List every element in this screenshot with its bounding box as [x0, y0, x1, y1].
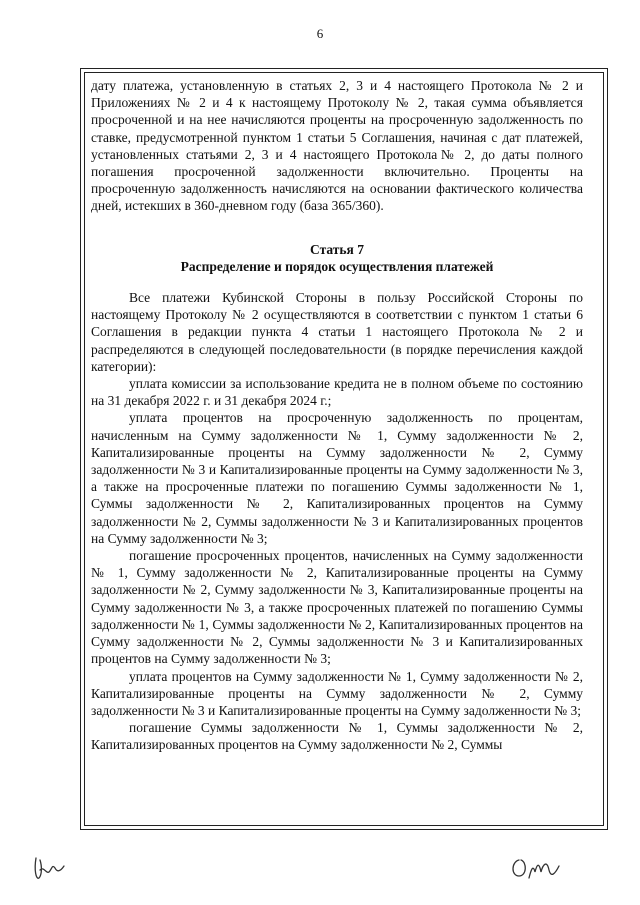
intro-paragraph: дату платежа, установленную в статьях 2, 3 и 4 настоящего Протокола № 2 и Приложениях № 2 и 4 к настоящему Протоколу № 2, такая сумма объявляется просроченной и на нее начисляются проценты на просроченную задолженность по ставке, предусмотренной пунктом 1 статьи 5 Соглашения, начиная с дат платежей, установленных статьями 2, 3 и 4 настоящего Протокола№ 2, до даты полного погашения просроченной задолженности включительно. Проценты на просроченную задолженность начисляются на основании фактического количества дней, истекших в 360-дневном году (база 365/360).	[91, 78, 583, 214]
page-number: 6	[316, 26, 324, 41]
signature-left	[30, 848, 78, 888]
document-body	[91, 77, 583, 754]
article-title: Статья 7	[310, 241, 364, 257]
signature-right	[505, 848, 565, 890]
paragraph: уплата процентов на Сумму задолженности № 1, Сумму задолженности № 2, Капитализированные проценты на Сумму задолженности № 2, Сумму задолженности № 3 и Капитализированные проценты на Сумму задолженности № 3;	[91, 668, 583, 718]
paragraph: погашение просроченных процентов, начисленных на Сумму задолженности № 1, Сумму задолженности № 2, Капитализированные проценты на Сумму задолженности № 2, Сумму задолженности № 3, Капитализированные проценты на Сумму задолженности № 3, а также просроченных платежей по погашению Суммы задолженности № 1, Суммы задолженности № 2, Капитализированных процентов на Сумму задолженности № 2, Суммы задолженности № 3 и Капитализированных процентов на Сумму задолженности № 3;	[91, 548, 583, 667]
article-subtitle: Распределение и порядок осуществления платежей	[180, 258, 494, 274]
paragraph: погашение Суммы задолженности № 1, Суммы задолженности № 2, Капитализированных процентов на Сумму задолженности № 2, Суммы	[91, 720, 583, 753]
paragraph: уплата комиссии за использование кредита не в полном объеме по состоянию на 31 декабря 2022 г. и 31 декабря 2024 г.;	[91, 376, 583, 409]
paragraph: уплата процентов на просроченную задолженность по процентам, начисленным на Сумму задолженности № 1, Сумму задолженности № 2, Капитализированные проценты на Сумму задолженности № 2, Сумму задолженности № 3 и Капитализированные проценты на Сумму задолженности № 3, а также на просроченные платежи по погашению Суммы задолженности № 1, Суммы задолженности № 2, Капитализированных процентов на Сумму задолженности № 2, Суммы задолженности № 3 и Капитализированных процентов на Сумму задолженности № 3;	[91, 410, 583, 546]
paragraph: Все платежи Кубинской Стороны в пользу Российской Стороны по настоящему Протоколу № 2 осуществляются в соответствии с пунктом 1 статьи 6 Соглашения в редакции пункта 4 статьи 1 настоящего Протокола № 2 и распределяются в следующей последовательности (в порядке перечисления каждой категории):	[91, 290, 583, 374]
